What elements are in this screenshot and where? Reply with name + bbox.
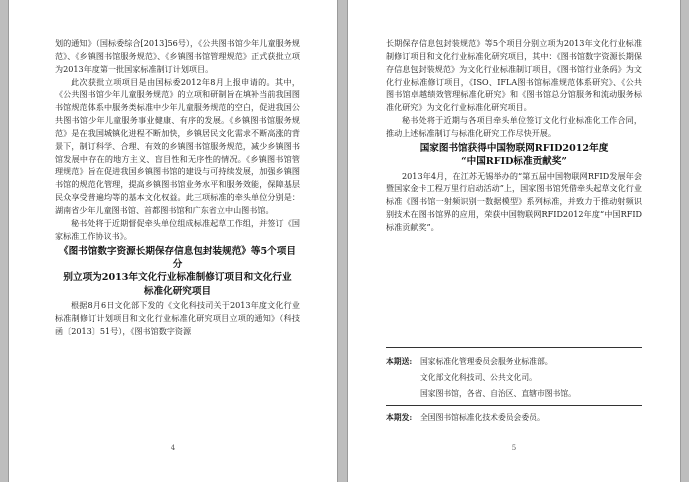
issue-value: 全国图书馆标准化技术委员会委员。 <box>420 413 545 422</box>
sendto-row <box>386 354 642 370</box>
section-heading <box>55 245 300 299</box>
section-heading-line: 国家图书馆获得中国物联网RFID2012年度 <box>419 142 609 154</box>
issue-row <box>386 405 642 426</box>
section-heading-line: 别立项为2013年文化行业标准制修订项目和文化行业 <box>63 272 292 284</box>
sendto-value: 国家标准化管理委员会服务业标准部。 <box>420 357 553 366</box>
sendto-label: 本期送: <box>386 357 413 366</box>
page-body <box>386 37 642 234</box>
sendto-value: 国家图书馆，各省、自治区、直辖市图书馆。 <box>420 389 576 398</box>
sendto-row <box>386 370 642 386</box>
page-number: 5 <box>511 444 517 452</box>
distribution-footer <box>386 347 642 426</box>
body-paragraph: 划的通知》（国标委综合[2013]56号），《公共图书馆少年儿童服务规范》、《乡镇图书馆服务规范》、《乡镇图书馆管理规范》正式获批立项为2013年度第一批国家标准制订计划项目。 <box>55 38 300 74</box>
document-page-right <box>347 0 681 482</box>
section-heading-line: 标准化研究项目 <box>143 285 212 297</box>
page-number: 4 <box>170 444 176 452</box>
sendto-value: 文化部文化科技司、公共文化司。 <box>420 373 537 382</box>
page-body <box>55 37 300 338</box>
sendto-row <box>386 386 642 402</box>
body-paragraph: 秘书处将于近期与各项目牵头单位签订文化行业标准化工作合同，推动上述标准制订与标准化研究工作尽快开展。 <box>386 115 642 138</box>
body-paragraph: 根据8月6日文化部下发的《文化科技司关于2013年度文化行业标准制修订计划项目和文化行业标准化研究项目立项的通知》（科技函〔2013〕51号），《图书馆数字资源 <box>55 300 300 336</box>
document-page-left <box>8 0 338 482</box>
body-paragraph: 秘书处将于近期督促牵头单位组成标准起草工作组，并签订《国家标准工作协议书》。 <box>55 217 300 241</box>
body-paragraph: 2013年4月，在江苏无锡举办的“第五届中国物联网RFID发展年会暨国家金卡工程万里行启动活动”上，国家图书馆凭借牵头起草文化行业标准《图书馆一射频识别一数据模型》系列标准，并致力于推动射频识别技术在图书馆界的应用，荣获中国物联网RFID2012年度“中国RFID标准贡献奖”。 <box>386 170 642 232</box>
section-heading <box>386 142 642 169</box>
body-paragraph: 此次获批立项项目是由国标委2012年8月上报申请的。其中，《公共图书馆少年儿童服务规范》的立项和研制旨在填补当前我国图书馆规范体系中服务类标准中少年儿童服务规范的空白，促进我国公共图书馆少年儿童服务事业健康、有序的发展。《乡镇图书馆服务规范》是在我国城镇化进程不断加快，乡镇居民文化需求不断高涨的背景下，制订科学、合理、有效的乡镇图书馆服务规范，减少乡镇图书馆发展中存在的地方主义、盲目性和无序性的情况。《乡镇图书馆管理规范》旨在促进我国乡镇图书馆的建设与可持续发展，加强乡镇图书馆的规范化管理，提高乡镇图书馆业务水平和服务效能，保障基层民众享受普遍均等的基本文化权益。此三项标准的牵头单位分别是：湖南省少年儿童图书馆、首都图书馆和广东省立中山图书馆。 <box>55 76 300 215</box>
issue-label: 本期发: <box>386 413 413 422</box>
section-heading-line: 《图书馆数字资源长期保存信息包封装规范》等5个项目分 <box>59 245 296 270</box>
section-heading-line: “中国RFID标准贡献奖” <box>461 156 567 168</box>
body-paragraph: 长期保存信息包封装规范》等5个项目分别立项为2013年文化行业标准制修订项目和文化行业标准化研究项目，其中：《图书馆数字资源长期保存信息包封装规范》为文化行业标准制订项目，《图书馆行业条码》为文化行业标准修订项目，《ISO、IFLA图书馆标准规范体系研究》、《公共图书馆卓越绩效管理标准化研究》和《图书馆总分馆服务和流动服务标准化研究》为文化行业标准化研究项目。 <box>386 38 642 113</box>
